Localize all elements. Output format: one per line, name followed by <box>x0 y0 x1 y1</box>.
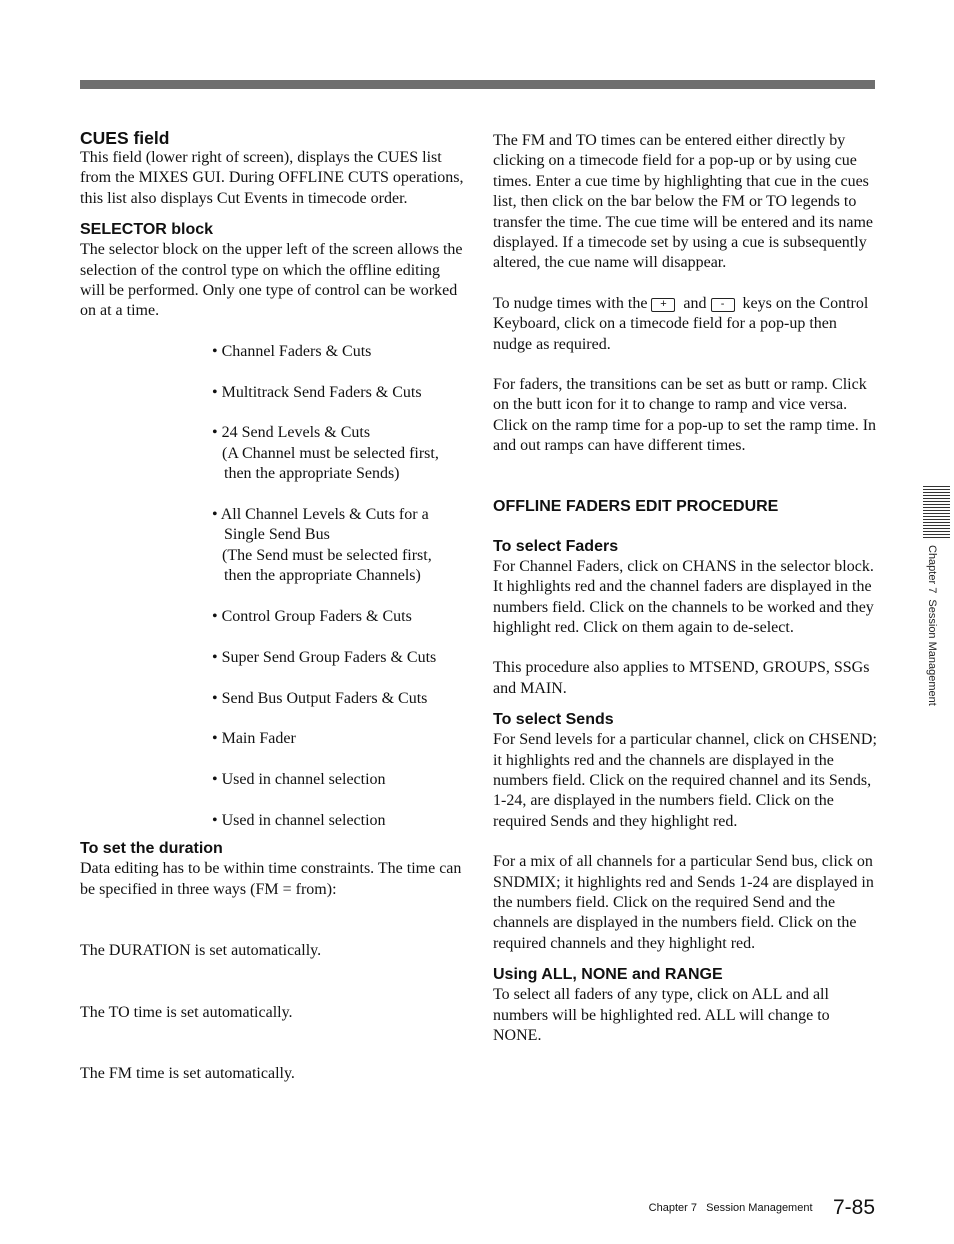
chapter-tab-marks <box>923 486 950 540</box>
left-column <box>80 128 465 1084</box>
side-chapter-label: Chapter 7 Session Management <box>926 545 938 706</box>
timecode-entry-text: The FM and TO times can be entered either directly by clicking on a timecode field for a pop-up or by using cue times. Enter a cue time by highlighting that cue in the cues list, then click on the bar below the FM or TO legends to transfer the time. The cue time will be entered and its name displayed. If a timecode set by using a cue is subsequently altered, the cue name will disappear. <box>493 132 874 272</box>
list-item: • Used in channel selection <box>212 812 386 830</box>
list-item: • Main Fader <box>212 730 296 748</box>
footer-chapter: Chapter 7 Session Management <box>648 1202 813 1214</box>
range-heading: Using ALL, NONE and RANGE <box>493 966 723 984</box>
fm-auto-text: The FM time is set automatically. <box>80 1065 295 1083</box>
sends-text: For Send levels for a particular channel, click on CHSEND; it highlights red and the channels are displayed in the numbers field. Click on the required channel and its Sends, 1-24, are displayed in the numbers field. Click on the required Sends and they highlight red. <box>493 731 877 830</box>
list-item: • 24 Send Levels & Cuts (A Channel must be selected first, then the appropriate Sends) <box>212 424 439 483</box>
faders-text: For Channel Faders, click on CHANS in the selector block. It highlights red and the channel faders are displayed in the numbers field. Click on the channels to be worked and they highlight red. Click on them again to de-select. <box>493 557 874 636</box>
to-auto-text: The TO time is set automatically. <box>80 1003 293 1021</box>
range-text: To select all faders of any type, click on ALL and all numbers will be highlighted red. ALL will change to NONE. <box>493 986 830 1044</box>
page-number: 7-85 <box>832 1196 875 1219</box>
selector-text: The selector block on the upper left of the screen allows the selection of the control type on which the offline editing will be performed. Only one type of control can be worked on at a time. <box>80 241 463 320</box>
sends-heading: To select Sends <box>493 711 614 729</box>
procedure-heading: OFFLINE FADERS EDIT PROCEDURE <box>493 497 779 515</box>
cues-text: This field (lower right of screen), displays the CUES list from the MIXES GUI. During OFFLINE CUTS operations, this list also displays Cut Events in timecode order. <box>80 149 464 207</box>
list-item: • Super Send Group Faders & Cuts <box>212 648 437 666</box>
list-item: • Multitrack Send Faders & Cuts <box>212 383 422 401</box>
plus-key-icon: + <box>651 298 675 312</box>
list-item: • Channel Faders & Cuts <box>212 342 372 360</box>
list-item: • Control Group Faders & Cuts <box>212 608 412 626</box>
send-mix-text: For a mix of all channels for a particular Send bus, click on SNDMIX; it highlights red and Sends 1-24 are displayed in the numbers field. Click on the required Send and the channels are displayed in the numbers field. Click on the required channels and they highlight red. <box>493 853 874 952</box>
header-rule <box>80 80 875 89</box>
applies-text: This procedure also applies to MTSEND, GROUPS, SSGs and MAIN. <box>493 659 870 697</box>
list-item: • All Channel Levels & Cuts for a Single Send Bus (The Send must be selected first, then the appropriate Channels) <box>212 506 432 585</box>
selector-bullet-list <box>212 342 465 832</box>
cues-heading: CUES field <box>80 128 170 148</box>
duration-text: Data editing has to be within time constraints. The time can be specified in three ways (FM = from): <box>80 860 462 898</box>
duration-heading: To set the duration <box>80 840 223 858</box>
faders-heading: To select Faders <box>493 537 619 555</box>
list-item: • Used in channel selection <box>212 771 386 789</box>
page-footer <box>649 1196 875 1220</box>
minus-key-icon: - <box>711 298 735 312</box>
right-column <box>493 128 878 1046</box>
selector-heading: SELECTOR block <box>80 221 214 239</box>
list-item: • Send Bus Output Faders & Cuts <box>212 689 428 707</box>
duration-auto-text: The DURATION is set automatically. <box>80 942 322 960</box>
nudge-text: To nudge times with the + and - keys on the Control Keyboard, click on a timecode field for a pop-up then nudge as required. <box>493 294 869 353</box>
transitions-text: For faders, the transitions can be set as butt or ramp. Click on the butt icon for it to change to ramp and vice versa. Click on the ramp time for a pop-up to set the ramp time. In and out ramps can have different times. <box>493 376 877 455</box>
